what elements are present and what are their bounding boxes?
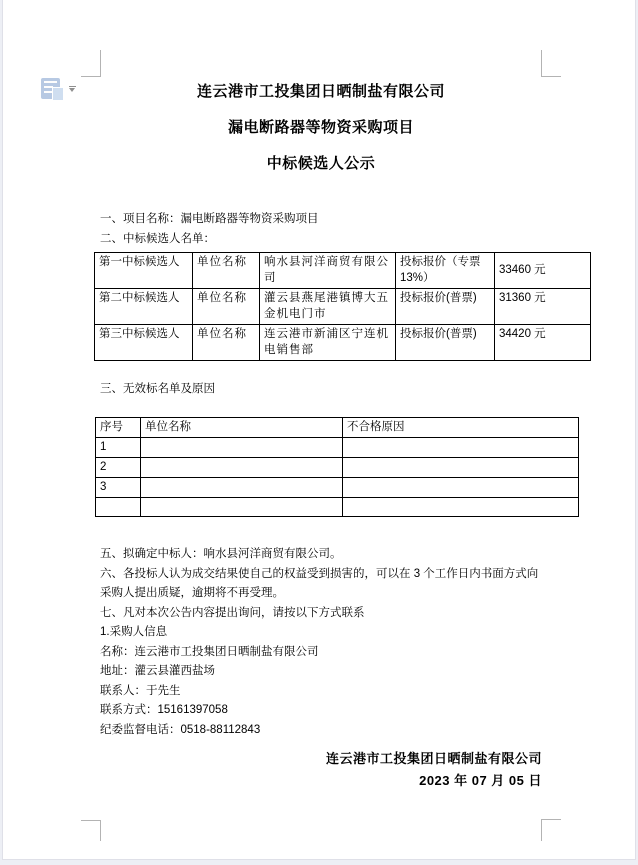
cell-row-number: 1 bbox=[96, 438, 141, 458]
cell-unit-label: 单位名称 bbox=[193, 325, 260, 361]
candidates-table bbox=[94, 252, 591, 361]
invalid-bids-table bbox=[95, 417, 579, 517]
contact-address: 地址：灌云县灌西盐场 bbox=[100, 665, 215, 677]
cell-reason-empty bbox=[343, 458, 579, 478]
cell-reason-empty bbox=[343, 478, 579, 498]
cell-row-number: 2 bbox=[96, 458, 141, 478]
signature-date: 2023 年 07 月 05 日 bbox=[419, 773, 542, 788]
signature-company: 连云港市工投集团日晒制盐有限公司 bbox=[325, 751, 542, 766]
cell-company: 连云港市新浦区宁连机电销售部 bbox=[260, 325, 396, 361]
section-invalid-heading: 三、无效标名单及原因 bbox=[100, 383, 215, 395]
paste-options-button[interactable] bbox=[41, 78, 81, 102]
cell-unit-empty bbox=[141, 498, 343, 517]
cell-unit-empty bbox=[141, 478, 343, 498]
crop-mark-bottom-right-icon bbox=[541, 819, 561, 841]
cell-unit-empty bbox=[141, 438, 343, 458]
section-inquiry: 七、凡对本次公告内容提出询问，请按以下方式联系 bbox=[100, 606, 365, 619]
cell-unit-label: 单位名称 bbox=[193, 289, 260, 325]
section-project-name: 一、项目名称：漏电断路器等物资采购项目 bbox=[100, 213, 319, 225]
section-winner: 五、拟确定中标人：响水县河洋商贸有限公司。 bbox=[100, 548, 342, 560]
cell-reason-empty bbox=[343, 438, 579, 458]
paste-page-icon bbox=[52, 87, 64, 101]
cell-company: 响水县河洋商贸有限公司 bbox=[260, 253, 396, 289]
cell-price-label: 投标报价(普票) bbox=[396, 325, 495, 361]
section-objection: 六、各投标人认为成交结果使自己的权益受到损害的，可以在 3 个工作日内书面方式向采购人提出质疑，逾期将不再受理。 bbox=[100, 567, 539, 599]
invalid-row-4 bbox=[96, 498, 579, 517]
cell-row-number: 3 bbox=[96, 478, 141, 498]
candidates-row-3 bbox=[95, 325, 591, 361]
invalid-row-1 bbox=[96, 438, 579, 458]
section-candidates-heading: 二、中标候选人名单： bbox=[100, 233, 215, 245]
document-page bbox=[2, 0, 636, 860]
signature-block bbox=[100, 748, 542, 792]
contact-intro: 1.采购人信息 bbox=[100, 626, 168, 638]
cell-price: 34420 元 bbox=[495, 325, 591, 361]
col-header-no: 序号 bbox=[96, 418, 141, 438]
contact-person: 联系人：于先生 bbox=[100, 684, 181, 697]
cell-unit-empty bbox=[141, 458, 343, 478]
cell-price-label: 投标报价（专票13%） bbox=[396, 253, 495, 289]
contact-phone: 联系方式：15161397058 bbox=[100, 704, 228, 716]
crop-mark-top-right-icon bbox=[541, 50, 561, 77]
invalid-row-2 bbox=[96, 458, 579, 478]
cell-rank: 第二中标候选人 bbox=[95, 289, 193, 325]
notice-paragraphs bbox=[100, 545, 542, 740]
doc-title-company: 连云港市工投集团日晒制盐有限公司 bbox=[196, 83, 445, 100]
cell-company: 灌云县燕尾港镇博大五金机电门市 bbox=[260, 289, 396, 325]
crop-mark-top-left-icon bbox=[81, 50, 101, 77]
dropdown-arrow-icon[interactable] bbox=[69, 86, 77, 92]
col-header-unit: 单位名称 bbox=[141, 418, 343, 438]
col-header-reason: 不合格原因 bbox=[343, 418, 579, 438]
cell-price-label: 投标报价(普票) bbox=[396, 289, 495, 325]
document-content bbox=[99, 77, 546, 792]
cell-rank: 第三中标候选人 bbox=[95, 325, 193, 361]
invalid-row-3 bbox=[96, 478, 579, 498]
contact-discipline-phone: 纪委监督电话：0518-88112843 bbox=[100, 723, 261, 736]
crop-mark-bottom-left-icon bbox=[81, 820, 101, 841]
cell-price: 31360 元 bbox=[495, 289, 591, 325]
invalid-header-row bbox=[96, 418, 579, 438]
doc-title-notice: 中标候选人公示 bbox=[266, 155, 376, 172]
clipboard-paste-icon bbox=[41, 78, 60, 99]
cell-reason-empty bbox=[343, 498, 579, 517]
cell-rank: 第一中标候选人 bbox=[95, 253, 193, 289]
candidates-row-1 bbox=[95, 253, 591, 289]
cell-unit-label: 单位名称 bbox=[193, 253, 260, 289]
contact-name: 名称：连云港市工投集团日晒制盐有限公司 bbox=[100, 645, 319, 658]
cell-row-number bbox=[96, 498, 141, 517]
cell-price: 33460 元 bbox=[495, 253, 591, 289]
candidates-row-2 bbox=[95, 289, 591, 325]
doc-title-project: 漏电断路器等物资采购项目 bbox=[227, 119, 414, 136]
